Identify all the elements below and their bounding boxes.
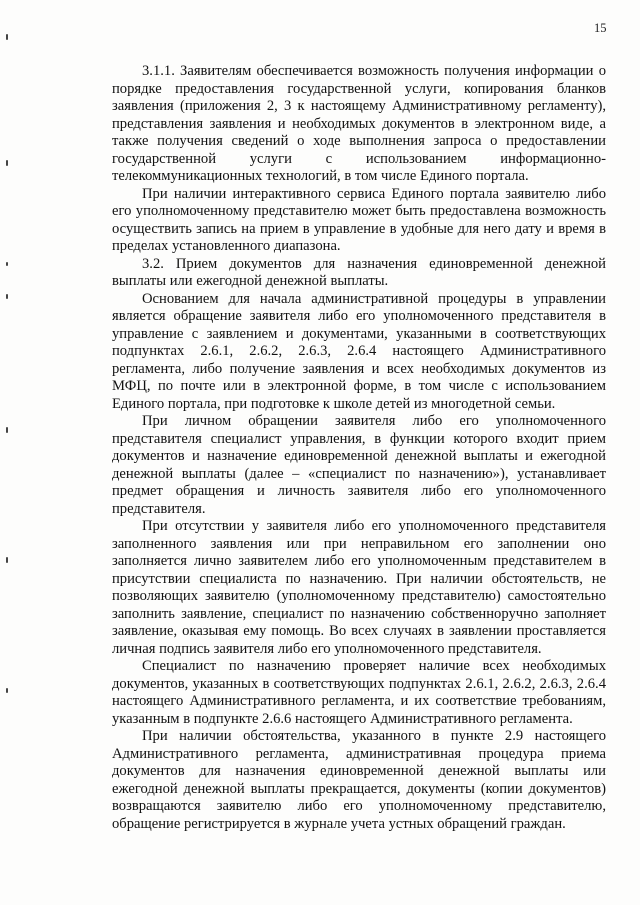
scan-margin-mark	[6, 34, 8, 40]
paragraph-procedure-basis: Основанием для начала административной процедуры в управлении является обращение заявителя либо его уполномоченного представителя в управление с заявлением и документами, указанными в соответствующих подпунктах 2.6.1, 2.6.2, 2.6.3, 2.6.4 настоящего Административного регламента, либо получение заявления и всех необходимых документов из МФЦ, по почте или в электронной форме, в том числе с использованием Единого портала, при подготовке к школе детей из многодетной семьи.	[112, 290, 606, 412]
page-number: 15	[594, 21, 607, 35]
paragraph-3-1-1: 3.1.1. Заявителям обеспечивается возможность получения информации о порядке предоставления государственной услуги, копирования бланков заявления (приложения 2, 3 к настоящему Административному регламенту), представления заявления и необходимых документов в электронном виде, а также получения сведений о ходе выполнения запроса о предоставлении государственной услуги с использованием информационно-телекоммуникационных технологий, в том числе Единого портала.	[112, 63, 606, 184]
paragraph-personal-appeal: При личном обращении заявителя либо его уполномоченного представителя специалист управления, в функции которого входит прием документов и назначение единовременной денежной выплаты и ежегодной денежной выплаты (далее – «специалист по назначению»), устанавливает предмет обращения и личность заявителя либо его уполномоченного представителя.	[112, 413, 606, 517]
scan-margin-mark	[6, 294, 8, 299]
paragraph-interactive-service: При наличии интерактивного сервиса Единого портала заявителю либо его уполномоченному представителю может быть предоставлена возможность осуществить запись на прием в управление в удобные для него дату и время в пределах установленного диапазона.	[112, 185, 606, 254]
scan-margin-mark	[6, 427, 8, 433]
scan-margin-mark	[6, 557, 8, 563]
paragraph-procedure-termination: При наличии обстоятельства, указанного в пункте 2.9 настоящего Административного регламента, административная процедура приема документов для назначения единовременной денежной выплаты или ежегодной денежной выплаты прекращается, документы (копии документов) возвращаются заявителю либо его уполномоченному представителю, обращение регистрируется в журнале учета устных обращений граждан.	[112, 728, 606, 832]
paragraph-missing-application: При отсутствии у заявителя либо его уполномоченного представителя заполненного заявления или при неправильном его заполнении оно заполняется лично заявителем либо его уполномоченным представителем в присутствии специалиста по назначению. При наличии обстоятельств, не позволяющих заявителю (уполномоченному представителю) самостоятельно заполнить заявление, специалист по назначению собственноручно заполняет заявление, оказывая ему помощь. Во всех случаях в заявлении проставляется личная подпись заявителя либо его уполномоченного представителя.	[112, 518, 606, 657]
body-text	[112, 63, 606, 833]
scan-margin-mark	[6, 262, 8, 266]
scan-margin-mark	[6, 160, 8, 166]
scan-margin-mark	[6, 688, 8, 693]
paragraph-document-check: Специалист по назначению проверяет наличие всех необходимых документов, указанных в соответствующих подпунктах 2.6.1, 2.6.2, 2.6.3, 2.6.4 настоящего Административного регламента, и их соответствие требованиям, указанным в подпункте 2.6.6 настоящего Административного регламента.	[112, 658, 606, 727]
paragraph-3-2: 3.2. Прием документов для назначения единовременной денежной выплаты или ежегодной денежной выплаты.	[112, 255, 606, 289]
